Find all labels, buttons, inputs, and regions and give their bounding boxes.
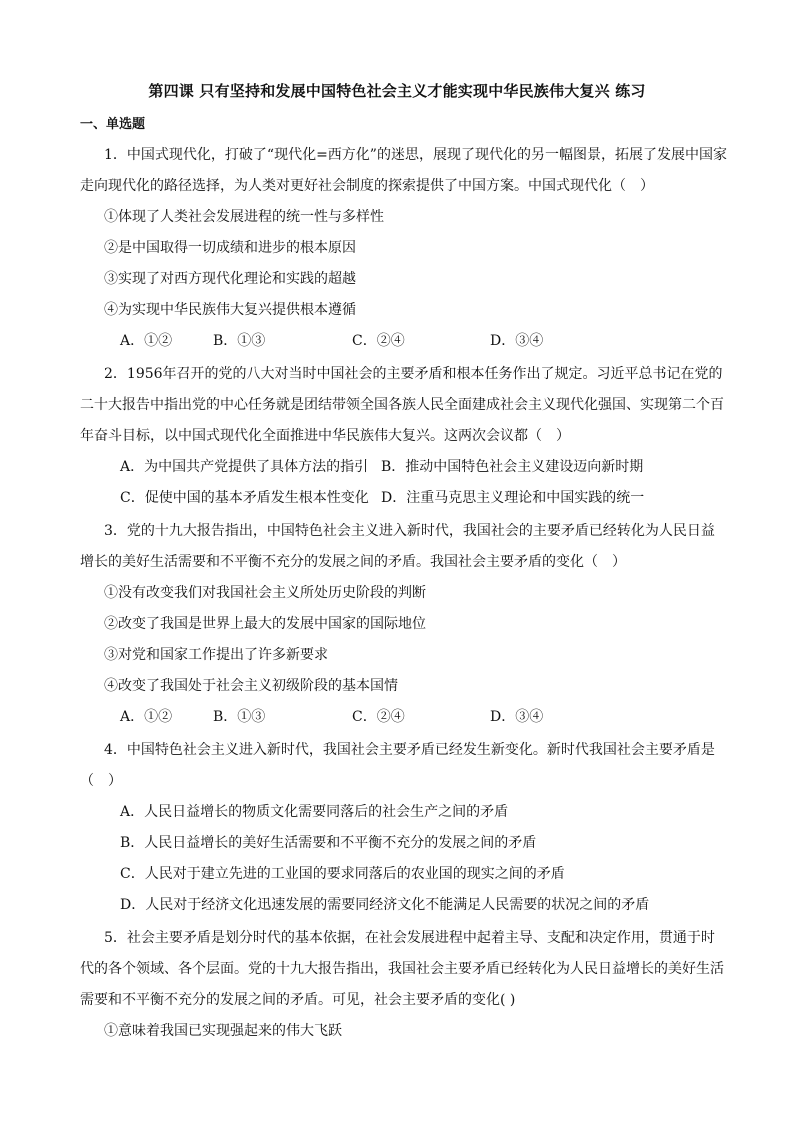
question-1-line-1: 1．中国式现代化，打破了“现代化=西方化”的迷思，展现了现代化的另一幅图景，拓展了发展中国家 xyxy=(104,147,727,163)
question-1-statement-2: ②是中国取得一切成绩和进步的根本原因 xyxy=(104,240,356,256)
question-3-statement-3: ③对党和国家工作提出了许多新要求 xyxy=(104,647,328,663)
question-1-statement-3: ③实现了对西方现代化理论和实践的超越 xyxy=(104,271,356,287)
question-1-statement-4: ④为实现中华民族伟大复兴提供根本遵循 xyxy=(104,302,356,318)
question-5-line-3: 需要和不平衡不充分的发展之间的矛盾。可见，社会主要矛盾的变化( ) xyxy=(80,992,516,1008)
question-3-line-1: 3．党的十九大报告指出，中国特色社会主义进入新时代，我国社会的主要矛盾已经转化为人民日益 xyxy=(104,523,715,539)
question-1-choice-c[interactable]: C．②④ xyxy=(352,333,405,349)
question-3-statement-4: ④改变了我国处于社会主义初级阶段的基本国情 xyxy=(104,678,398,694)
question-2-choice-a[interactable]: A．为中国共产党提供了具体方法的指引 xyxy=(120,459,369,475)
question-3-statement-2: ②改变了我国是世界上最大的发展中国家的国际地位 xyxy=(104,616,426,632)
question-4-choice-a[interactable]: A．人民日益增长的物质文化需要同落后的社会生产之间的矛盾 xyxy=(120,804,509,820)
question-4-choice-d[interactable]: D．人民对于经济文化迅速发展的需要同经济文化不能满足人民需要的状况之间的矛盾 xyxy=(120,897,650,913)
question-5-line-2: 代的各个领域、各个层面。党的十九大报告指出，我国社会主要矛盾已经转化为人民日益增长的美好生活 xyxy=(80,961,724,977)
question-5-line-1: 5．社会主要矛盾是划分时代的基本依据，在社会发展进程中起着主导、支配和决定作用，贯通于时 xyxy=(104,930,715,946)
question-2-choice-d[interactable]: D．注重马克思主义理论和中国实践的统一 xyxy=(381,490,645,506)
question-4-choice-c[interactable]: C．人民对于建立先进的工业国的要求同落后的农业国的现实之间的矛盾 xyxy=(120,866,565,882)
question-1-line-2: 走向现代化的路径选择，为人类对更好社会制度的探索提供了中国方案。中国式现代化（ ） xyxy=(80,178,654,194)
question-3-choice-d[interactable]: D．③④ xyxy=(490,709,544,725)
question-3-statement-1: ①没有改变我们对我国社会主义所处历史阶段的判断 xyxy=(104,585,426,601)
question-2-line-1: 2．1956年召开的党的八大对当时中国社会的主要矛盾和根本任务作出了规定。习近平总书记在党的 xyxy=(104,366,723,382)
question-3-choice-b[interactable]: B．①③ xyxy=(213,709,266,725)
question-2-choice-c[interactable]: C．促使中国的基本矛盾发生根本性变化 xyxy=(120,490,369,506)
question-2-line-3: 年奋斗目标，以中国式现代化全面推进中华民族伟大复兴。这两次会议都（ ） xyxy=(80,428,570,444)
question-5-statement-1: ①意味着我国已实现强起来的伟大飞跃 xyxy=(104,1023,342,1039)
question-1-statement-1: ①体现了人类社会发展进程的统一性与多样性 xyxy=(104,209,384,225)
question-1-choice-b[interactable]: B．①③ xyxy=(213,333,266,349)
question-2-choice-b[interactable]: B．推动中国特色社会主义建设迈向新时期 xyxy=(381,459,644,475)
question-1-choice-d[interactable]: D．③④ xyxy=(490,333,544,349)
question-3-line-2: 增长的美好生活需要和不平衡不充分的发展之间的矛盾。我国社会主要矛盾的变化（ ） xyxy=(80,554,626,570)
question-1-choice-a[interactable]: A．①② xyxy=(120,333,173,349)
question-4-choice-b[interactable]: B．人民日益增长的美好生活需要和不平衡不充分的发展之间的矛盾 xyxy=(120,835,537,851)
section-heading: 一、单选题 xyxy=(80,117,146,132)
question-4-line-2: （ ） xyxy=(80,773,122,789)
question-2-line-2: 二十大报告中指出党的中心任务就是团结带领全国各族人民全面建成社会主义现代化强国、实现第二个百 xyxy=(80,397,724,413)
page-title: 第四课 只有坚持和发展中国特色社会主义才能实现中华民族伟大复兴 练习 xyxy=(148,82,646,100)
question-3-choice-c[interactable]: C．②④ xyxy=(352,709,405,725)
question-4-line-1: 4．中国特色社会主义进入新时代，我国社会主要矛盾已经发生新变化。新时代我国社会主要矛盾是 xyxy=(104,742,715,758)
question-3-choice-a[interactable]: A．①② xyxy=(120,709,173,725)
